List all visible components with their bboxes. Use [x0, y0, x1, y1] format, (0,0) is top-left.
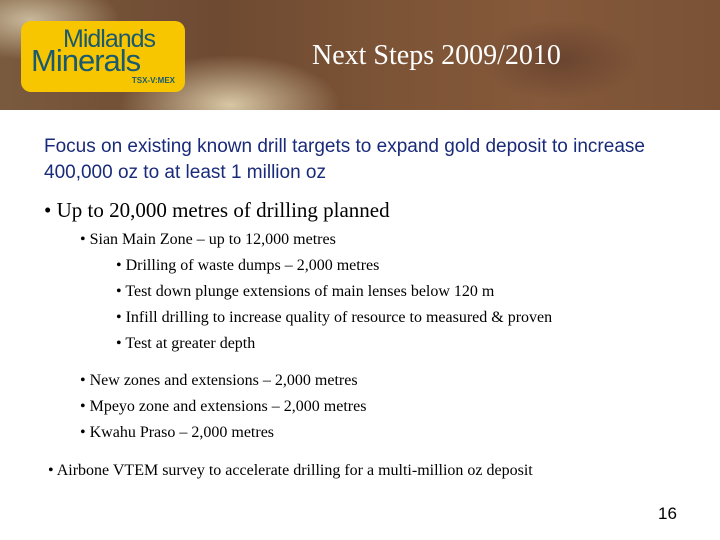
logo-ticker: TSX-V:MEX: [131, 76, 175, 85]
bullet-level3: • Drilling of waste dumps – 2,000 metres: [116, 257, 380, 274]
header-banner: [0, 0, 720, 110]
bullet-level3: • Infill drilling to increase quality of resource to measured & proven: [116, 309, 553, 326]
bullet-level2: • Airbone VTEM survey to accelerate drilling for a multi-million oz deposit: [48, 462, 533, 479]
page-number: 16: [658, 504, 677, 523]
bullet-level1: • Up to 20,000 metres of drilling planned: [44, 198, 390, 222]
logo-text-line1: Midlands: [63, 25, 156, 53]
bullet-level3: • Test down plunge extensions of main lenses below 120 m: [116, 283, 495, 300]
logo-text-line2: Minerals: [31, 43, 141, 78]
company-logo: [21, 21, 185, 92]
bullet-level2: • Kwahu Praso – 2,000 metres: [80, 424, 275, 441]
bullet-level3: • Test at greater depth: [116, 335, 256, 352]
slide-title: Next Steps 2009/2010: [312, 40, 561, 71]
intro-text: Focus on existing known drill targets to expand gold deposit to increase 400,000 oz to at least 1 million oz: [44, 136, 645, 183]
bullet-level2: • Mpeyo zone and extensions – 2,000 metres: [80, 398, 367, 415]
bullet-level2: • New zones and extensions – 2,000 metres: [80, 372, 358, 389]
bullet-level2: • Sian Main Zone – up to 12,000 metres: [80, 231, 336, 248]
